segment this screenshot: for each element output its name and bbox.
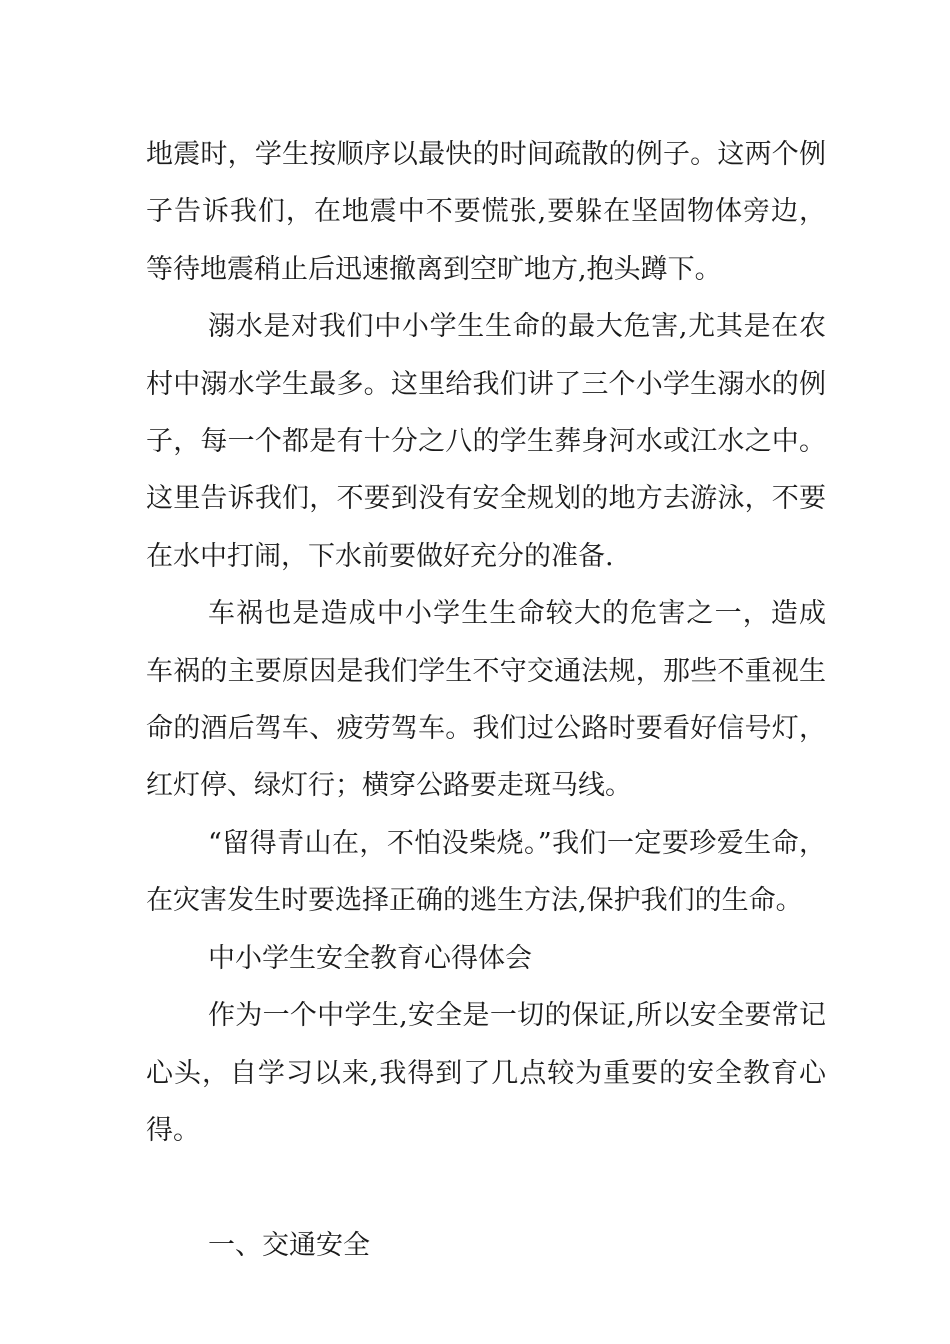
section-title: 中小学生安全教育心得体会 bbox=[208, 942, 532, 974]
paragraph-drowning: 溺水是对我们中小学生生命的最大危害,尤其是在农村中溺水学生最多。这里给我们讲了三个小学生溺水的例子，每一个都是有十分之八的学生葬身河水或江水之中。这里告诉我们，不要到没有安全规划的地方去游泳，不要在水中打闹，下水前要做好充分的准备. bbox=[146, 311, 826, 572]
paragraph-cherish-life: “留得青山在，不怕没柴烧。”我们一定要珍爱生命，在灾害发生时要选择正确的逃生方法,保护我们的生命。 bbox=[146, 827, 826, 917]
paragraph-intro: 作为一个中学生,安全是一切的保证,所以安全要常记心头，自学习以来,我得到了几点较为重要的安全教育心得。 bbox=[146, 1000, 826, 1146]
subsection-heading-traffic-safety: 一、交通安全 bbox=[208, 1229, 370, 1261]
paragraph-traffic-accidents: 车祸也是造成中小学生生命较大的危害之一，造成车祸的主要原因是我们学生不守交通法规，那些不重视生命的酒后驾车、疲劳驾车。我们过公路时要看好信号灯，红灯停、绿灯行；横穿公路要走斑马线。 bbox=[146, 598, 826, 802]
document-body bbox=[146, 126, 826, 1274]
paragraph-earthquake-continued: 地震时，学生按顺序以最快的时间疏散的例子。这两个例子告诉我们，在地震中不要慌张,要躲在坚固物体旁边，等待地震稍止后迅速撤离到空旷地方,抱头蹲下。 bbox=[146, 139, 826, 285]
